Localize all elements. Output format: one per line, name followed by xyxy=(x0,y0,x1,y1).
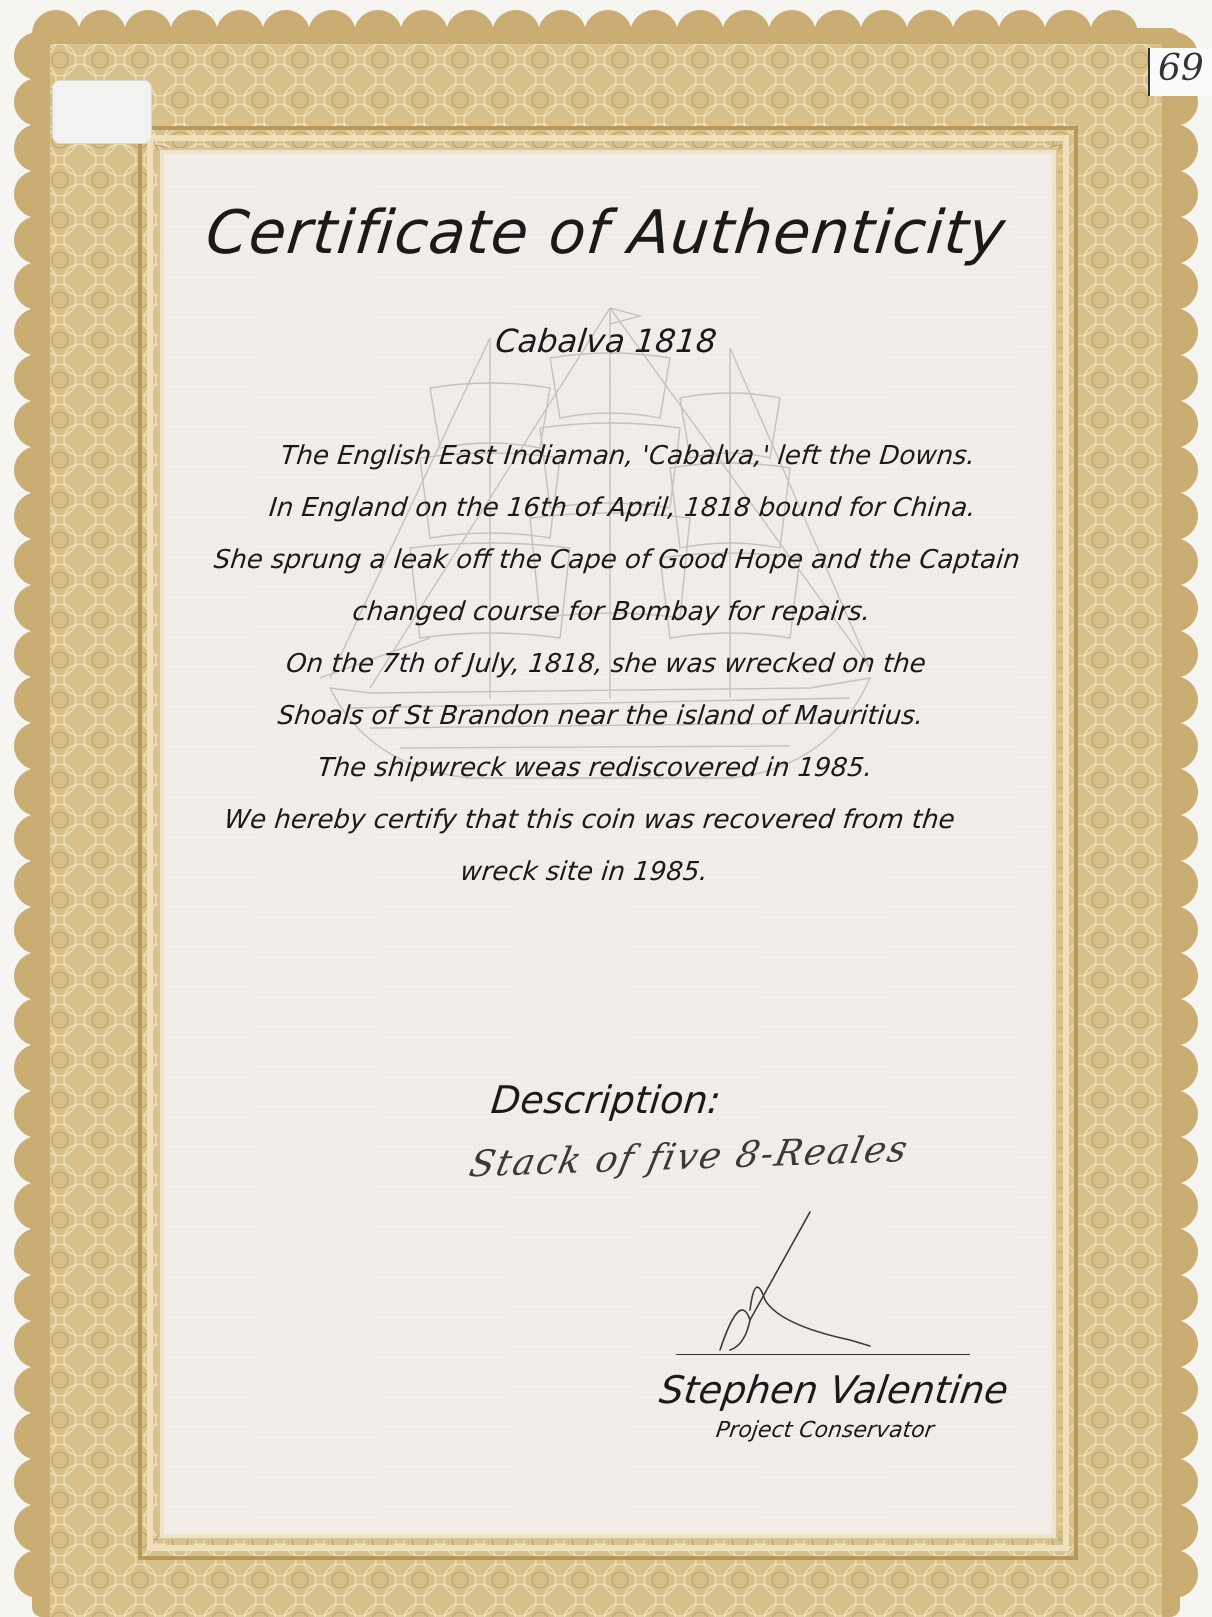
body-line: In England on the 16th of April, 1818 bound for China. xyxy=(267,493,978,523)
description-handwritten-value: Stack of five 8-Reales xyxy=(465,1128,913,1186)
body-line: changed course for Bombay for repairs. xyxy=(351,597,872,627)
body-line: We hereby certify that this coin was recovered from the xyxy=(222,805,957,835)
certificate-title: Certificate of Authenticity xyxy=(202,198,1010,268)
signer-name: Stephen Valentine xyxy=(656,1368,1012,1412)
description-label: Description: xyxy=(489,1078,723,1122)
signature-line xyxy=(676,1354,970,1355)
body-line: On the 7th of July, 1818, she was wrecked on the xyxy=(284,649,928,679)
body-line: She sprung a leak off the Cape of Good Hope and the Captain xyxy=(212,545,1022,575)
body-line: The English East Indiaman, 'Cabalva,' left the Downs. xyxy=(279,441,977,471)
body-line: wreck site in 1985. xyxy=(458,857,710,887)
body-line: Shoals of St Brandon near the island of Mauritius. xyxy=(276,701,925,731)
signer-role: Project Conservator xyxy=(714,1418,936,1443)
certificate-subtitle: Cabalva 1818 xyxy=(493,322,719,360)
handwritten-signature xyxy=(690,1210,910,1360)
blank-label-sticker xyxy=(52,80,152,144)
body-line: The shipwreck weas rediscovered in 1985. xyxy=(316,753,874,783)
corner-number: 69 xyxy=(1148,48,1212,96)
certificate-body xyxy=(175,430,1036,898)
